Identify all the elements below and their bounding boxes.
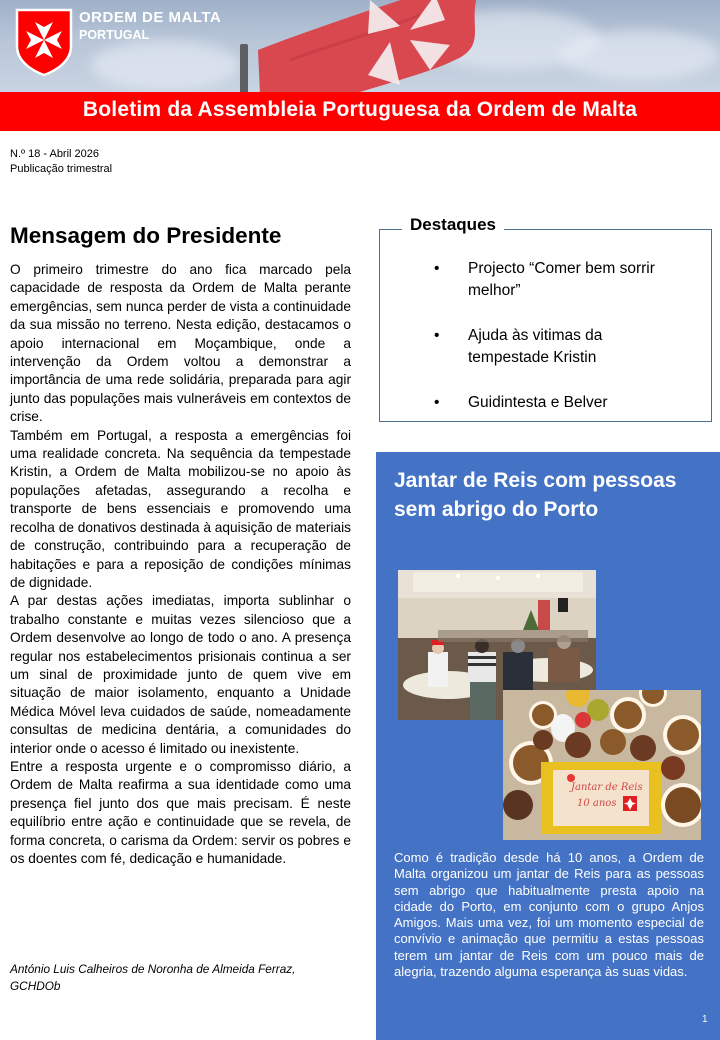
feature-body: Como é tradição desde há 10 anos, a Ordem de Malta organizou um jantar de Reis para as pessoas sem abrigo que habitualmente presta apoio na cidade do Porto, em conjunto com o grupo Anjos Amigos. Mais uma vez, foi um momento especial de convívio e animação que permitiu a estas pessoas terem um jantar de Reis com um pouco mais de alegria, trazendo alguma esperança às suas vidas. <box>394 850 704 980</box>
flagpole <box>240 44 248 92</box>
feature-title: Jantar de Reis com pessoas sem abrigo do Porto <box>394 469 677 521</box>
feature-panel <box>376 452 720 1040</box>
message-paragraph: O primeiro trimestre do ano fica marcado pela capacidade de resposta da Ordem de Malta perante emergências, sem nunca perder de vista a continuidade da sua missão no terreno. Nesta edição, destacamos o apoio internacional em Moçambique, onde a intervenção da Ordem voltou a demonstrar a importância de uma rede solidária, preparada para agir junto das populações mais vulneráveis em contextos de crise. <box>10 262 351 425</box>
highlight-item <box>430 325 690 369</box>
highlight-item <box>430 258 690 302</box>
cake-text: Jantar de Reis <box>571 782 643 793</box>
message-paragraph: A par destas ações imediatas, importa sublinhar o trabalho constante e muitas vezes silencioso que a Ordem desenvolve ao longo de todo o ano. A presença regular nos estabelecimentos prisionais continua a ser um sinal de proximidade junto de quem vive em situação de maior isolamento, enquanto a Unidade Médica Móvel leva cuidados de saúde, nomeadamente consultas de medicina dentária, a comunidades do interior onde o acesso é limitado ou inexistente. <box>10 593 351 756</box>
title-bar <box>0 92 720 131</box>
cake-text: 10 anos <box>577 798 617 809</box>
highlight-text: Guidintesta e Belver <box>468 394 608 411</box>
brand-country: PORTUGAL <box>79 28 150 42</box>
cloud-shape <box>90 40 240 90</box>
issue-number: N.º 18 - Abril 2026 <box>10 148 100 160</box>
highlights-list <box>430 258 690 437</box>
president-message-body <box>10 261 351 868</box>
bullet-icon: • <box>434 327 440 344</box>
king-cakes-photo <box>503 690 701 840</box>
cloud-shape <box>560 30 720 80</box>
highlight-text: Ajuda às vitimas da <box>468 327 603 344</box>
page-number: 1 <box>702 1014 708 1025</box>
president-message-title: Mensagem do Presidente <box>10 223 282 248</box>
highlight-text: Projecto “Comer bem sorrir <box>468 260 655 277</box>
bullet-icon: • <box>434 394 440 411</box>
issue-info <box>10 147 112 177</box>
signature <box>10 961 355 995</box>
signature-title: GCHDOb <box>10 979 61 993</box>
bullet-icon: • <box>434 260 440 277</box>
bulletin-title: Boletim da Assembleia Portuguesa da Ordem de Malta <box>82 98 638 121</box>
message-paragraph: Também em Portugal, a resposta a emergências foi uma realidade concreta. Na sequência da tempestade Kristin, a Ordem de Malta mobilizou-se no apoio às populações afetadas, assegurando a recolha e transporte de bens essenciais e promovendo uma recolha de donativos destinada à aquisição de materiais de construção, contribuindo para a recuperação de habitações e para a reposição de condições mínimas de dignidade. <box>10 427 351 590</box>
highlight-item <box>430 392 690 414</box>
issue-frequency: Publicação trimestral <box>10 163 113 175</box>
highlights-title: Destaques <box>402 215 504 235</box>
maltese-flag-image <box>250 0 530 92</box>
highlight-text: melhor” <box>468 282 521 299</box>
header-banner-photo <box>0 0 720 92</box>
message-paragraph: Entre a resposta urgente e o compromisso diário, a Ordem de Malta reafirma a sua identidade como uma presença fiel junto dos que mais precisam. É neste equilíbrio entre ação e continuidade que se revela, de forma concreta, o carisma da Ordem: servir os pobres e os doentes com fé, dedicação e humanidade. <box>10 758 351 866</box>
brand-name: ORDEM DE MALTA <box>79 9 222 26</box>
ordem-de-malta-shield-logo <box>15 8 73 76</box>
signature-name: António Luis Calheiros de Noronha de Almeida Ferraz, <box>10 962 296 976</box>
highlight-text: tempestade Kristin <box>468 349 597 366</box>
